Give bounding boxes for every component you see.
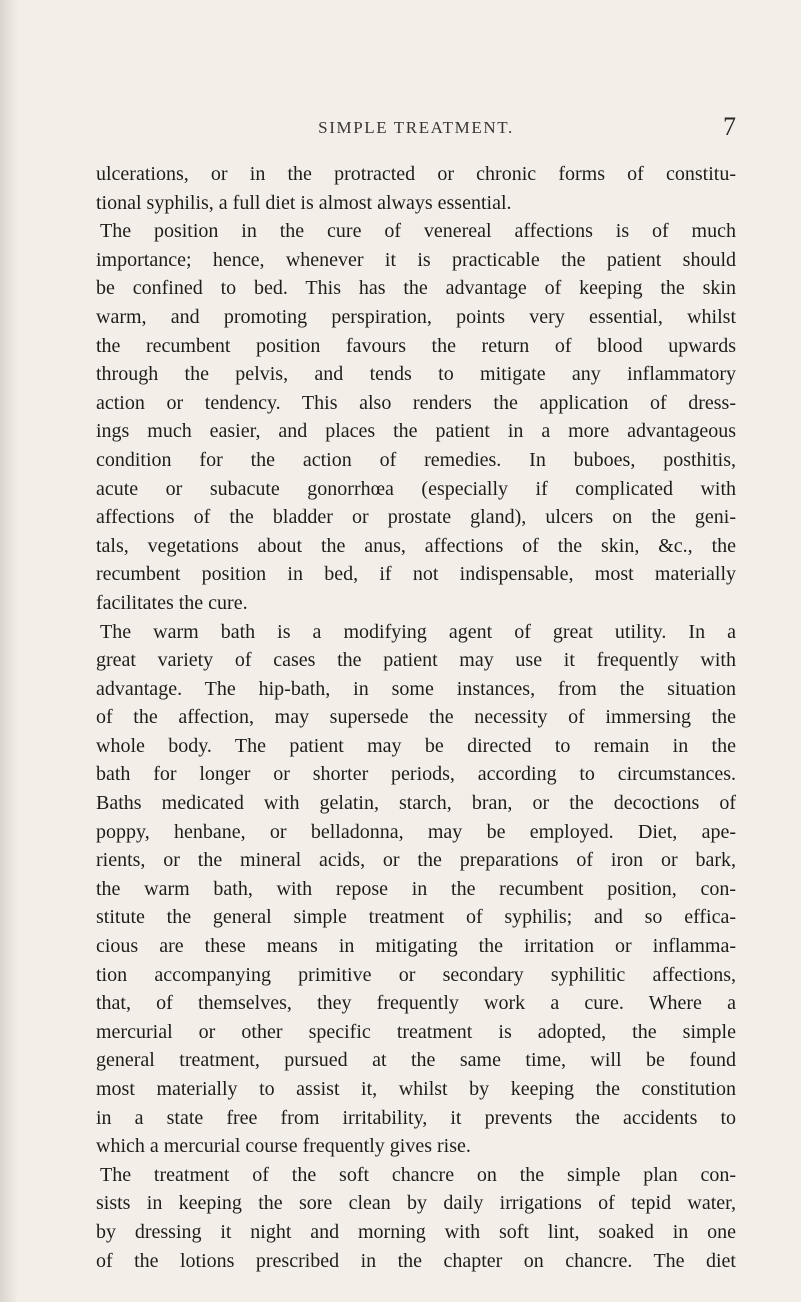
text-line: cious are these means in mitigating the irritation or inflamma- <box>96 935 736 958</box>
text-line: ings much easier, and places the patient in a more advantageous <box>96 420 736 443</box>
text-line: whole body. The patient may be directed to remain in the <box>96 734 736 757</box>
text-line: of the affection, may supersede the necessity of immersing the <box>96 706 736 729</box>
text-line: condition for the action of remedies. In buboes, posthitis, <box>96 448 736 471</box>
text-line: Baths medicated with gelatin, starch, bran, or the decoctions of <box>96 792 736 815</box>
text-line: great variety of cases the patient may use it frequently with <box>96 649 736 672</box>
text-line: the recumbent position favours the return of blood upwards <box>96 334 736 357</box>
text-line: The treatment of the soft chancre on the simple plan con- <box>100 1163 736 1186</box>
text-line: tional syphilis, a full diet is almost always essential. <box>96 191 512 214</box>
text-line: ulcerations, or in the protracted or chronic forms of constitu- <box>96 163 736 185</box>
text-line: which a mercurial course frequently gives rise. <box>96 1135 471 1158</box>
text-line: general treatment, pursued at the same time, will be found <box>96 1049 736 1072</box>
text-line: most materially to assist it, whilst by keeping the constitution <box>96 1078 736 1100</box>
text-line: through the pelvis, and tends to mitigate any inflammatory <box>96 363 736 386</box>
text-line: warm, and promoting perspiration, points very essential, whilst <box>96 305 736 328</box>
running-head: SIMPLE TREATMENT. <box>318 118 514 137</box>
text-line: importance; hence, whenever it is practicable the patient should <box>96 248 736 271</box>
text-line: advantage. The hip-bath, in some instances, from the situation <box>96 677 736 700</box>
text-line: acute or subacute gonorrhœa (especially if complicated with <box>96 477 736 500</box>
text-line: facilitates the cure. <box>96 591 248 614</box>
text-line: action or tendency. This also renders the application of dress- <box>96 391 736 414</box>
text-line: that, of themselves, they frequently work a cure. Where a <box>96 992 736 1015</box>
page-edge-shadow <box>0 0 18 1302</box>
page-number: 7 <box>723 112 736 141</box>
text-line: The position in the cure of venereal affections is of much <box>100 220 736 243</box>
body-text <box>96 160 736 1275</box>
text-line: mercurial or other specific treatment is adopted, the simple <box>96 1020 736 1043</box>
text-line: sists in keeping the sore clean by daily irrigations of tepid water, <box>96 1192 736 1215</box>
text-line: recumbent position in bed, if not indispensable, most materially <box>96 563 736 586</box>
text-line: poppy, henbane, or belladonna, may be employed. Diet, ape- <box>96 820 736 843</box>
text-line: tion accompanying primitive or secondary syphilitic affections, <box>96 963 736 986</box>
text-line: bath for longer or shorter periods, according to circumstances. <box>96 763 736 786</box>
text-line: the warm bath, with repose in the recumbent position, con- <box>96 877 736 900</box>
text-line: by dressing it night and morning with soft lint, soaked in one <box>96 1220 736 1243</box>
text-line: stitute the general simple treatment of syphilis; and so effica- <box>96 906 736 929</box>
text-line: The warm bath is a modifying agent of great utility. In a <box>100 620 736 643</box>
text-line: in a state free from irritability, it prevents the accidents to <box>96 1106 736 1129</box>
text-line: be confined to bed. This has the advantage of keeping the skin <box>96 277 736 300</box>
text-line: of the lotions prescribed in the chapter on chancre. The diet <box>96 1249 736 1272</box>
text-line: tals, vegetations about the anus, affections of the skin, &c., the <box>96 534 736 557</box>
text-line: rients, or the mineral acids, or the preparations of iron or bark, <box>96 849 736 872</box>
page-header <box>96 112 736 146</box>
text-line: affections of the bladder or prostate gland), ulcers on the geni- <box>96 506 736 529</box>
